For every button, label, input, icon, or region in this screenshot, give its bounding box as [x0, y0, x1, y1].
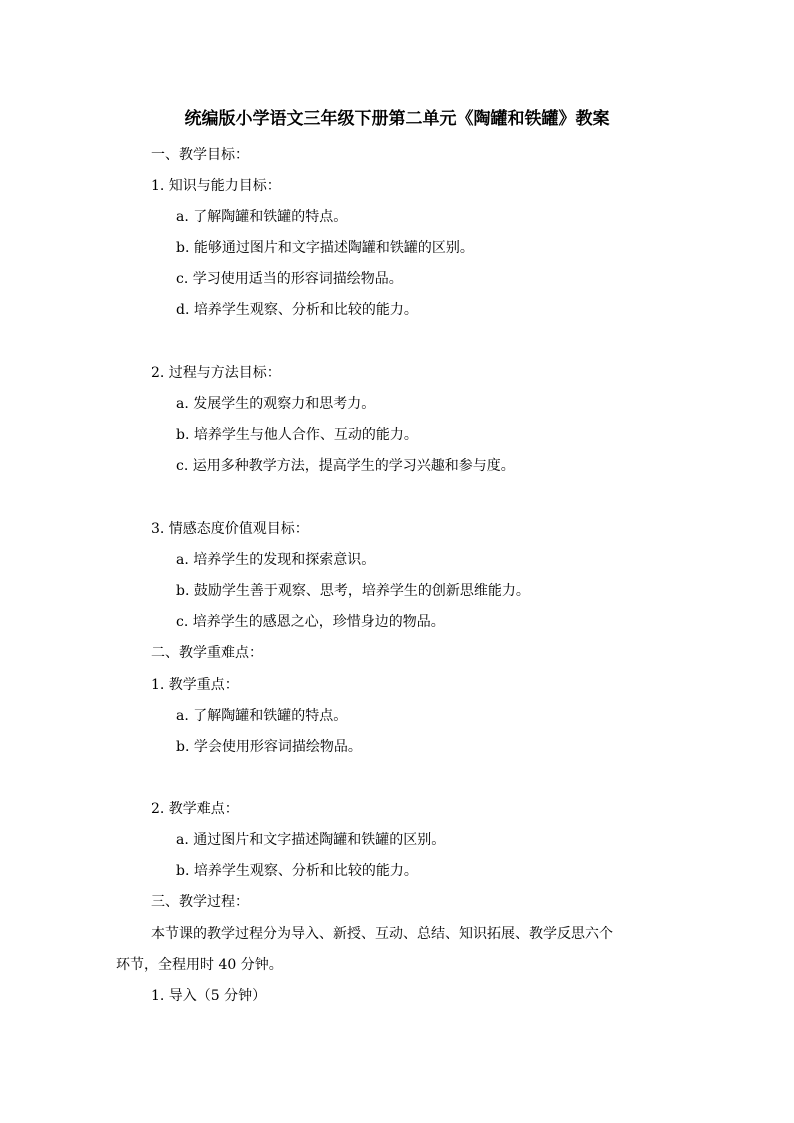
- paragraph-line: 本节课的教学过程分为导入、新授、互动、总结、知识拓展、教学反思六个: [151, 926, 613, 942]
- list-item: a. 通过图片和文字描述陶罐和铁罐的区别。: [176, 832, 446, 848]
- list-item: b. 培养学生与他人合作、互动的能力。: [176, 427, 418, 443]
- list-item: b. 能够通过图片和文字描述陶罐和铁罐的区别。: [176, 240, 474, 256]
- list-item: a. 培养学生的发现和探索意识。: [176, 552, 376, 568]
- subsection-heading-knowledge: 1. 知识与能力目标：: [151, 178, 281, 194]
- section-heading-key-points: 二、教学重难点：: [151, 645, 263, 661]
- list-item: a. 发展学生的观察力和思考力。: [176, 396, 376, 412]
- list-item: c. 运用多种教学方法，提高学生的学习兴趣和参与度。: [176, 458, 515, 474]
- document-title: 统编版小学语文三年级下册第二单元《陶罐和铁罐》教案: [184, 109, 610, 129]
- step-heading: 1. 导入（5 分钟）: [151, 988, 267, 1004]
- list-item: b. 学会使用形容词描绘物品。: [176, 739, 362, 755]
- subsection-heading-process: 2. 过程与方法目标：: [151, 365, 281, 381]
- list-item: a. 了解陶罐和铁罐的特点。: [176, 708, 348, 724]
- list-item: b. 培养学生观察、分析和比较的能力。: [176, 863, 418, 879]
- subsection-heading-focus: 1. 教学重点：: [151, 677, 239, 693]
- list-item: c. 培养学生的感恩之心，珍惜身边的物品。: [176, 614, 445, 630]
- section-heading-objectives: 一、教学目标：: [151, 147, 249, 163]
- subsection-heading-difficulty: 2. 教学难点：: [151, 801, 239, 817]
- paragraph-line: 环节，全程用时 40 分钟。: [116, 957, 283, 973]
- subsection-heading-attitude: 3. 情感态度价值观目标：: [151, 521, 309, 537]
- list-item: a. 了解陶罐和铁罐的特点。: [176, 209, 348, 225]
- list-item: d. 培养学生观察、分析和比较的能力。: [176, 302, 418, 318]
- list-item: b. 鼓励学生善于观察、思考，培养学生的创新思维能力。: [176, 583, 530, 599]
- list-item: c. 学习使用适当的形容词描绘物品。: [176, 271, 403, 287]
- section-heading-process: 三、教学过程：: [151, 894, 249, 910]
